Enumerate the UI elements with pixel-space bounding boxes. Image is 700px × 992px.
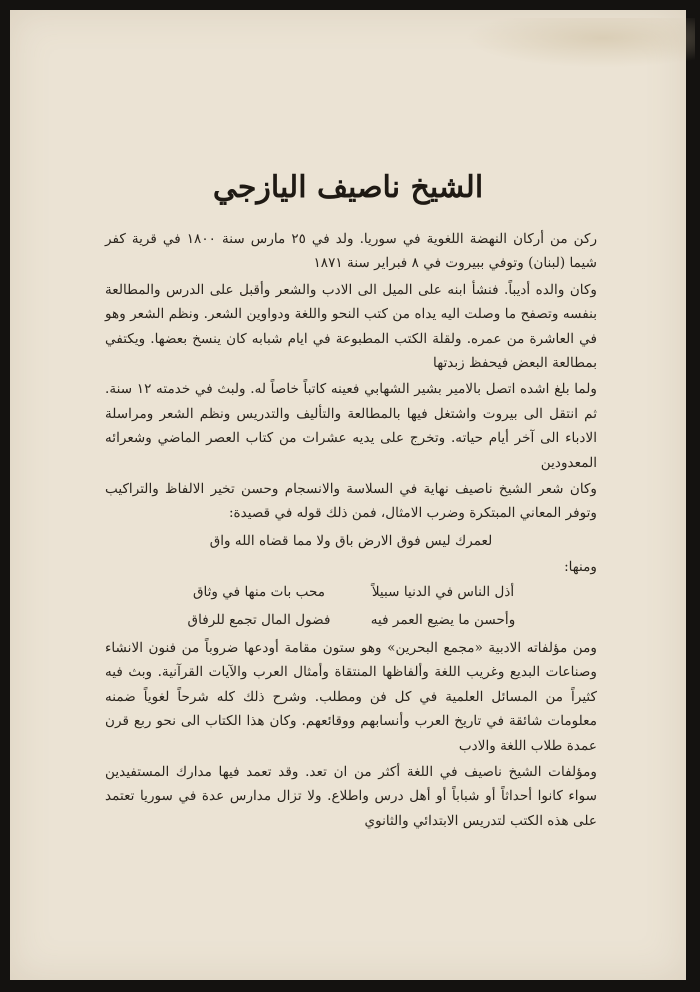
paragraph-intro: ركن من أركان النهضة اللغوية في سوريا. ولد في ٢٥ مارس سنة ١٨٠٠ في قرية كفر شيما (لبنان) وتوفي ببيروت في ٨ فبراير سنة ١٨٧١ bbox=[105, 231, 598, 272]
hemistich-left: محب بات منها في وثاق bbox=[192, 583, 326, 600]
couplet-line bbox=[105, 606, 597, 634]
paragraph-poetry: وكان شعر الشيخ ناصيف نهاية في السلاسة والانسجام وحسن تخير الالفاظ والتراكيب وتوفر المعاني المبتكرة وضرب الامثال، فمن ذلك قوله في قصيدة: bbox=[105, 481, 597, 522]
poem-verse: لعمرك ليس فوق الارض باق ولا مما قضاه الله واق bbox=[209, 532, 493, 549]
paragraph-language-works: ومؤلفات الشيخ ناصيف في اللغة أكثر من ان تعد. وقد تعمد فيها مدارك المستفيدين سواء كانوا أحداثاً أو شباباً أو أهل درس واطلاع. ولا تزال مدارس عدة في سوريا تعتمد على هذه الكتب لتدريس الابتدائي والثانوي bbox=[105, 763, 597, 829]
hemistich-right: أذل الناس في الدنيا سبيلاً bbox=[371, 583, 515, 600]
hemistich-right: وأحسن ما يضيع العمر فيه bbox=[370, 611, 516, 628]
couplet-line bbox=[105, 578, 597, 606]
page-title: الشيخ ناصيف اليازجي bbox=[212, 170, 484, 205]
hemistich-left: فضول المال تجمع للرفاق bbox=[187, 611, 331, 628]
minha-label: ومنها: bbox=[564, 558, 597, 575]
paragraph-career: ولما بلغ اشده اتصل بالامير بشير الشهابي فعينه كاتباً خاصاً له. ولبث في خدمته ١٢ سنة. ثم انتقل الى بيروت واشتغل فيها بالمطالعة والتأليف والتدريس ونظم الشعر ومراسلة الادباء الى آخر أيام حياته. وتخرج على يديه عشرات من كتاب العصر الماضي وشعرائه المعدودين bbox=[105, 381, 597, 471]
paper-stain bbox=[465, 18, 695, 68]
poem-couplets bbox=[105, 578, 597, 634]
document-body bbox=[105, 175, 597, 833]
document-page bbox=[10, 10, 686, 980]
paragraph-upbringing: وكان والده أديباً. فنشأ ابنه على الميل الى الادب والشعر وأقبل على الدرس والمطالعة بنفسه وتصفح ما وصلت اليه يداه من كتب النحو واللغة ودواوين الشعر. ونظم الشعر وهو في العاشرة من عمره. ولقلة الكتب المطبوعة في ايام شبابه كان ينسخ بعضها. ويكتفي بمطالعة البعض فيحفظ زبدتها bbox=[105, 281, 597, 372]
paragraph-works: ومن مؤلفاته الادبية «مجمع البحرين» وهو ستون مقامة أودعها ضروباً من فنون الانشاء وصناعات البديع وغريب اللغة وألفاظها المنتقاة وأمثال العرب والآيات القرآنية. وبث فيه كثيراً من المسائل العلمية في كل فن ومطلب. وشرح ذلك كله شرحاً لغوياً ضمنه معلومات شائقة في تاريخ العرب وأنسابهم ووقائعهم. وكان هذا الكتاب الى نحو ربع قرن عمدة طلاب اللغة والادب bbox=[105, 639, 597, 754]
